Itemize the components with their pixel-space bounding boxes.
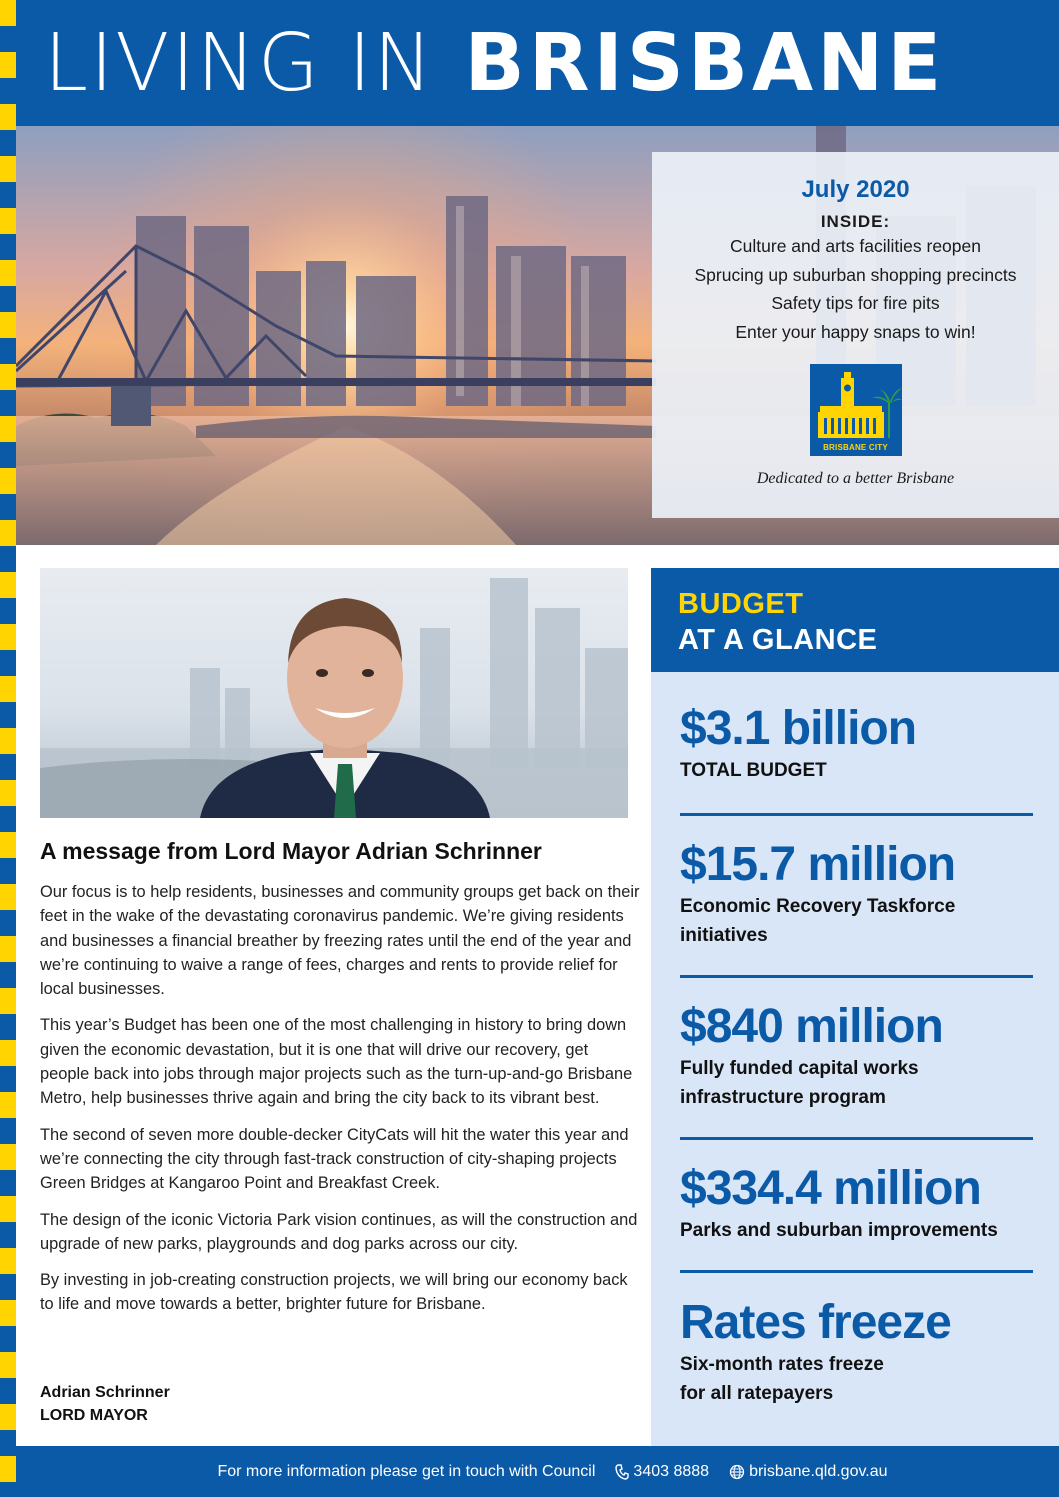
logo-text: BRISBANE CITY (823, 443, 888, 452)
budget-stat-desc: Six-month rates freeze for all ratepayers (680, 1354, 884, 1404)
article-body (40, 880, 640, 1329)
masthead-title-bold: BRISBANE (464, 17, 946, 109)
budget-stat-value: $3.1 billion (680, 702, 917, 755)
signoff-role: LORD MAYOR (40, 1407, 148, 1424)
budget-divider (680, 1270, 1033, 1273)
budget-stat (680, 702, 1040, 785)
budget-divider (680, 975, 1033, 978)
phone-icon (615, 1464, 629, 1480)
budget-stat-desc: Economic Recovery Taskforce initiatives (680, 896, 956, 946)
inside-item: Enter your happy snaps to win! (735, 321, 976, 342)
footer-phone[interactable]: 3403 8888 (633, 1462, 710, 1480)
budget-stat (680, 838, 1040, 950)
masthead-title-light: LIVING IN (44, 17, 435, 109)
budget-stat (680, 1000, 1040, 1112)
budget-heading-line2: AT A GLANCE (678, 624, 878, 656)
footer-text: For more information please get in touch with Council (217, 1462, 596, 1480)
article-paragraph: Our focus is to help residents, businesses and community groups get back on their feet in the wake of the devastating coronavirus pandemic. We’re giving residents and businesses a financial breather by freezing rates until the end of the year and we’re continuing to waive a range of fees, charges and rents to provide relief for local businesses. (40, 883, 640, 999)
signoff (40, 1381, 170, 1427)
globe-icon (729, 1464, 745, 1480)
inside-list (652, 232, 1059, 346)
article-paragraph: This year’s Budget has been one of the most challenging in history to bring down given the economic devastation, but it is one that will drive our recovery, get people back into jobs through major projects such as the turn-up-and-go Brisbane Metro, help businesses thrive again and bring the city back to its vibrant best. (40, 1016, 633, 1108)
inside-panel (652, 152, 1059, 518)
tagline: Dedicated to a better Brisbane (756, 470, 955, 487)
budget-stat-value: Rates freeze (680, 1296, 951, 1349)
budget-divider (680, 1137, 1033, 1140)
budget-stat-desc: Fully funded capital works infrastructure program (680, 1058, 919, 1108)
signoff-name: Adrian Schrinner (40, 1384, 170, 1401)
budget-stat-value: $840 million (680, 1000, 943, 1053)
issue-date: July 2020 (801, 176, 910, 203)
brisbane-city-logo (810, 364, 902, 456)
inside-item: Safety tips for fire pits (771, 293, 940, 313)
footer-website[interactable]: brisbane.qld.gov.au (749, 1462, 888, 1480)
article-title: A message from Lord Mayor Adrian Schrinner (40, 838, 542, 864)
budget-stat-desc: Parks and suburban improvements (680, 1220, 998, 1241)
budget-stat (680, 1162, 1040, 1245)
footer (16, 1446, 1059, 1497)
budget-heading-line1: BUDGET (678, 588, 804, 620)
budget-panel (651, 672, 1059, 1446)
decorative-side-strip (0, 0, 16, 1497)
budget-stat (680, 1296, 1040, 1408)
inside-label: INSIDE: (820, 212, 891, 231)
budget-stat-value: $15.7 million (680, 838, 956, 891)
article-paragraph: The design of the iconic Victoria Park vision continues, as will the construction and upgrade of new parks, playgrounds and dog parks across our city. (40, 1210, 638, 1253)
article-paragraph: By investing in job-creating construction projects, we will bring our economy back to life and move towards a better, brighter future for Brisbane. (40, 1271, 628, 1314)
inside-item: Culture and arts facilities reopen (730, 236, 981, 256)
budget-divider (680, 813, 1033, 816)
budget-heading (651, 568, 1059, 672)
masthead (16, 0, 1059, 126)
budget-stat-value: $334.4 million (680, 1162, 981, 1215)
budget-stat-desc: TOTAL BUDGET (680, 760, 827, 781)
inside-item: Sprucing up suburban shopping precincts (694, 264, 1017, 285)
lord-mayor-photo (40, 568, 628, 818)
article-paragraph: The second of seven more double-decker CityCats will hit the water this year and we’re connecting the city through fast-track construction of city-shaping projects Green Bridges at Kangaroo Point and Breakfast Creek. (40, 1125, 629, 1193)
